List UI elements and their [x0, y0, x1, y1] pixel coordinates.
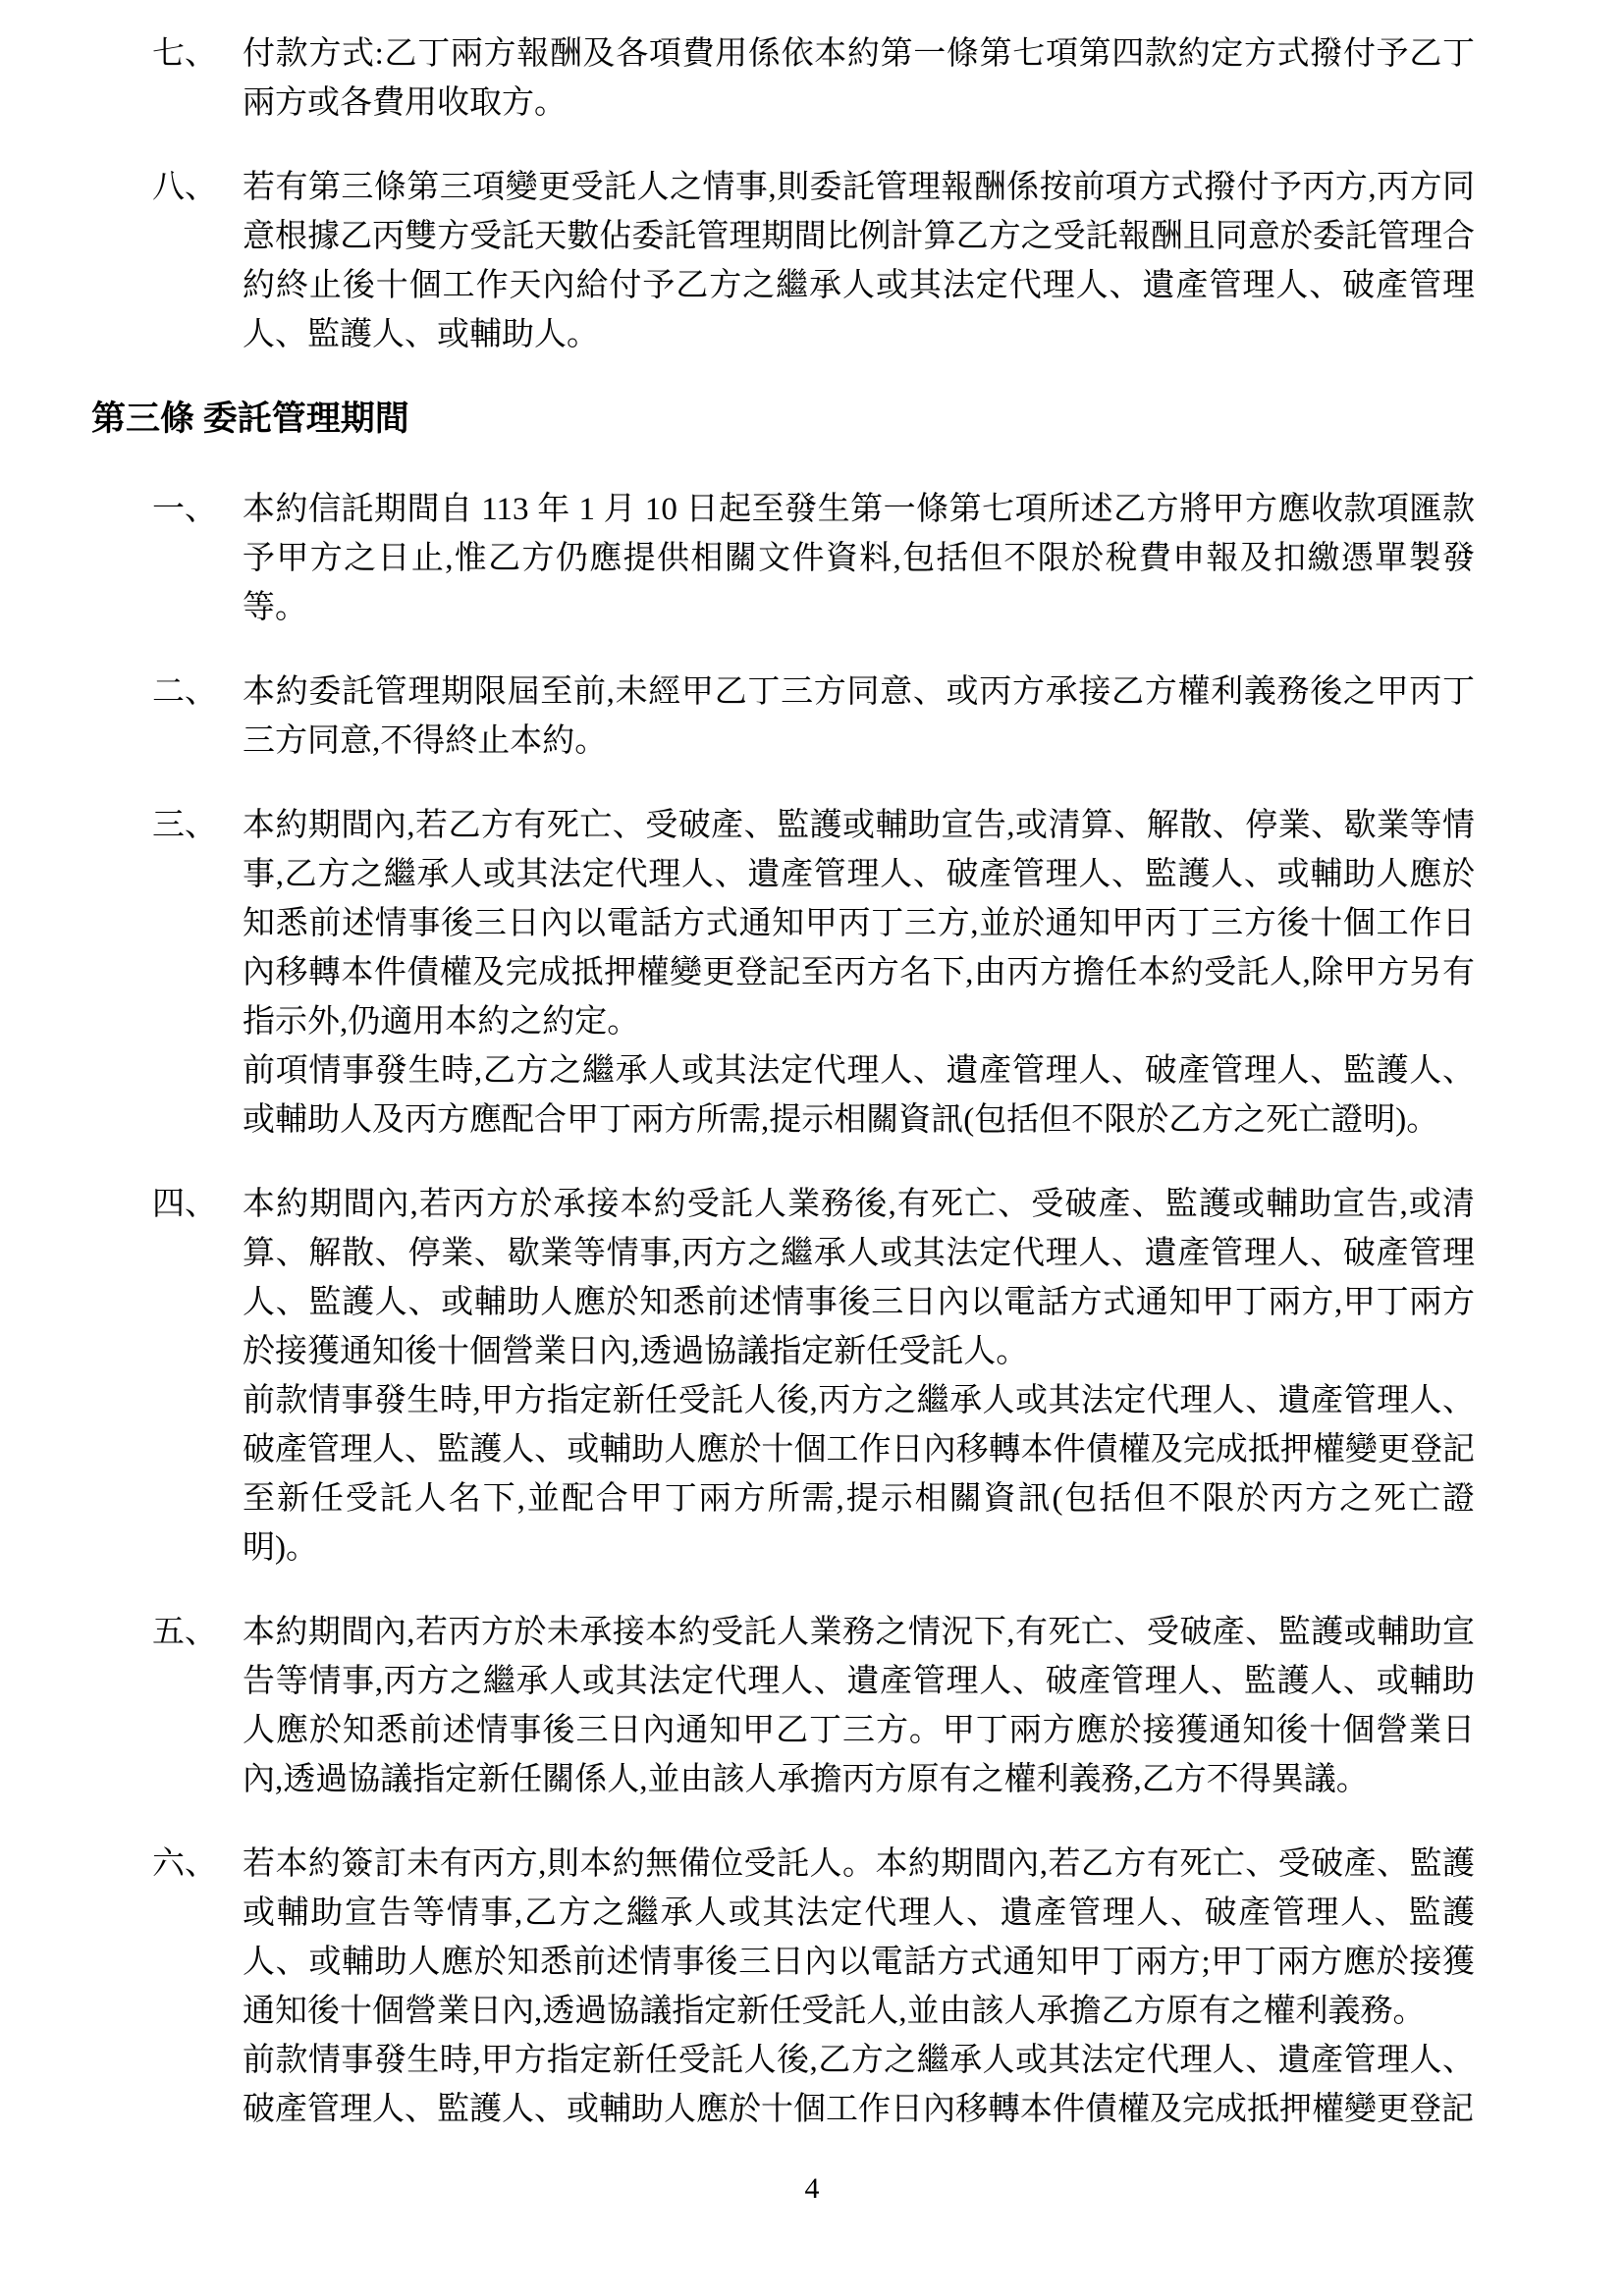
item-paragraph: 本約期間內,若乙方有死亡、受破產、監護或輔助宣告,或清算、解散、停業、歇業等情事,乙方之繼承人或其法定代理人、遺產管理人、破產管理人、監護人、或輔助人應於知悉前述情事後三日內以電話方式通知甲丙丁三方,並於通知甲丙丁三方後十個工作日內移轉本件債權及完成抵押權變更登記至丙方名下,由丙方擔任本約受託人,除甲方另有指示外,仍適用本約之約定。 — [243, 808, 1475, 1040]
item-paragraph: 若本約簽訂未有丙方,則本約無備位受託人。本約期間內,若乙方有死亡、受破產、監護或輔助宣告等情事,乙方之繼承人或其法定代理人、遺產管理人、破產管理人、監護人、或輔助人應於知悉前述情事後三日內以電話方式通知甲丁兩方;甲丁兩方應於接獲通知後十個營業日內,透過協議指定新任受託人,並由該人承擔乙方原有之權利義務。 — [243, 1846, 1475, 2029]
item-paragraphs — [243, 801, 1475, 1145]
item-paragraph: 本約期間內,若丙方於未承接本約受託人業務之情況下,有死亡、受破產、監護或輔助宣告等情事,丙方之繼承人或其法定代理人、遺產管理人、破產管理人、監護人、或輔助人應於知悉前述情事後三日內通知甲乙丁三方。甲丁兩方應於接獲通知後十個營業日內,透過協議指定新任關係人,並由該人承擔丙方原有之權利義務,乙方不得異議。 — [243, 1615, 1475, 1797]
document-body — [91, 29, 1475, 2134]
contract-item — [152, 667, 1475, 766]
item-paragraphs — [243, 1180, 1475, 1573]
item-number: 五、 — [152, 1615, 217, 1650]
contract-item — [152, 29, 1475, 128]
item-paragraph: 前款情事發生時,甲方指定新任受託人後,乙方之繼承人或其法定代理人、遺產管理人、破產管理人、監護人、或輔助人應於十個工作日內移轉本件債權及完成抵押權變更登記 — [243, 2043, 1475, 2127]
item-paragraphs — [243, 1840, 1475, 2134]
item-number: 一、 — [152, 492, 217, 527]
item-paragraph: 若有第三條第三項變更受託人之情事,則委託管理報酬係按前項方式撥付予丙方,丙方同意根據乙丙雙方受託天數佔委託管理期間比例計算乙方之受託報酬且同意於委託管理合約終止後十個工作天內給付予乙方之繼承人或其法定代理人、遺產管理人、破產管理人、監護人、或輔助人。 — [243, 170, 1475, 352]
item-paragraphs — [243, 667, 1475, 766]
item-number: 八、 — [152, 170, 217, 205]
contract-item — [152, 1608, 1475, 1804]
item-number: 三、 — [152, 808, 217, 843]
contract-item — [152, 801, 1475, 1145]
item-paragraphs — [243, 29, 1475, 128]
item-paragraphs — [243, 163, 1475, 359]
item-paragraphs — [243, 485, 1475, 632]
contract-item — [152, 1180, 1475, 1573]
item-number: 六、 — [152, 1846, 217, 1882]
item-paragraphs — [243, 1608, 1475, 1804]
section-items — [91, 485, 1475, 2134]
section-heading: 第三條 委託管理期間 — [91, 400, 409, 438]
page-number: 4 — [804, 2172, 820, 2205]
item-paragraph: 前項情事發生時,乙方之繼承人或其法定代理人、遺產管理人、破產管理人、監護人、或輔助人及丙方應配合甲丁兩方所需,提示相關資訊(包括但不限於乙方之死亡證明)。 — [243, 1053, 1475, 1138]
item-paragraph: 付款方式:乙丁兩方報酬及各項費用係依本約第一條第七項第四款約定方式撥付予乙丁兩方或各費用收取方。 — [243, 36, 1475, 121]
item-paragraph: 本約委託管理期限屆至前,未經甲乙丁三方同意、或丙方承接乙方權利義務後之甲丙丁三方同意,不得終止本約。 — [243, 674, 1475, 759]
item-number: 二、 — [152, 674, 217, 710]
contract-item — [152, 1840, 1475, 2134]
item-number: 四、 — [152, 1187, 217, 1222]
item-paragraph: 本約期間內,若丙方於承接本約受託人業務後,有死亡、受破產、監護或輔助宣告,或清算、解散、停業、歇業等情事,丙方之繼承人或其法定代理人、遺產管理人、破產管理人、監護人、或輔助人應於知悉前述情事後三日內以電話方式通知甲丁兩方,甲丁兩方於接獲通知後十個營業日內,透過協議指定新任受託人。 — [243, 1187, 1475, 1369]
pre-section-items — [91, 29, 1475, 359]
item-paragraph: 前款情事發生時,甲方指定新任受託人後,丙方之繼承人或其法定代理人、遺產管理人、破產管理人、監護人、或輔助人應於十個工作日內移轉本件債權及完成抵押權變更登記至新任受託人名下,並配合甲丁兩方所需,提示相關資訊(包括但不限於丙方之死亡證明)。 — [243, 1383, 1475, 1566]
item-number: 七、 — [152, 36, 217, 72]
contract-item — [152, 163, 1475, 359]
contract-item — [152, 485, 1475, 632]
item-paragraph: 本約信託期間自 113 年 1 月 10 日起至發生第一條第七項所述乙方將甲方應收款項匯款予甲方之日止,惟乙方仍應提供相關文件資料,包括但不限於稅費申報及扣繳憑單製發等。 — [243, 492, 1475, 625]
